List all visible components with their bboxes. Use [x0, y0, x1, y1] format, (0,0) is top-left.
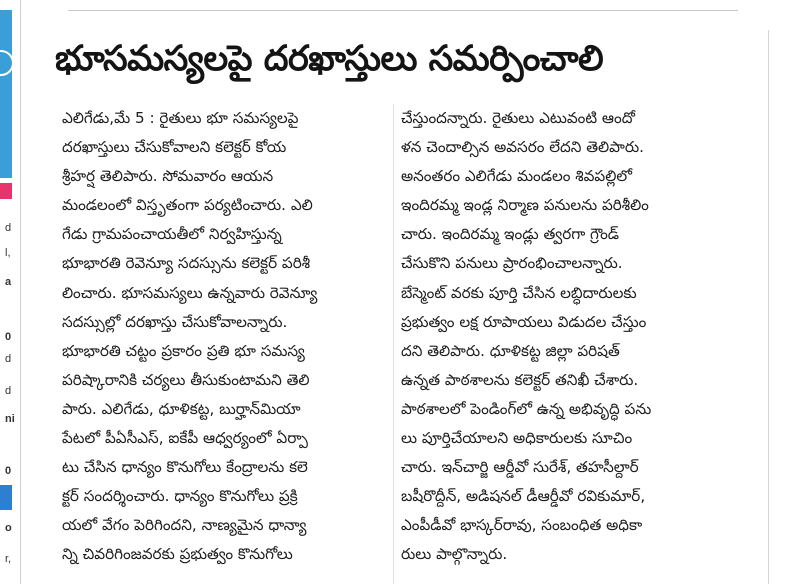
adjacent-text-fragment: d: [5, 385, 12, 397]
text-line: లు పూర్తిచేయాలని అధికారులకు సూచిం: [401, 429, 633, 448]
text-line: భూభారతి రెవెన్యూ సదస్సును కలెక్టర్ పరిశీ: [62, 254, 311, 273]
adjacent-text-fragment: 0: [5, 331, 12, 343]
text-line: ళన చెందాల్సిన అవసరం లేదని తెలిపారు.: [401, 138, 644, 157]
text-line: యలో వేగం పెరిగిందని, నాణ్యమైన ధాన్యా: [62, 516, 307, 535]
text-line: సదస్సుల్లో దరఖాస్తు చేసుకోవాలన్నారు.: [62, 312, 288, 331]
text-line: చారు. ఇందిరమ్మ ఇండ్లు త్వరగా గ్రౌండ్: [401, 225, 620, 244]
adjacent-text-fragment: r,: [5, 553, 12, 565]
adjacent-ad-blue-band: [0, 485, 12, 510]
text-line: పాఠశాలలో పెండింగ్‌లో ఉన్న అభివృద్ధి పను: [401, 399, 652, 418]
text-line: చారు. ఇన్‌చార్జి ఆర్డీవో సురేశ్, తహసీల్దార్: [401, 458, 639, 477]
adjacent-ad-blue-top: [0, 10, 12, 178]
text-line: దరఖాస్తులు చేసుకోవాలని కలెక్టర్ కోయ: [62, 138, 287, 157]
text-line: ఎంపీడీవో భాస్కర్‌రావు, సంబంధిత అధికా: [401, 516, 643, 535]
adjacent-text-fragment: d: [5, 353, 12, 365]
text-line: ఇందిరమ్మ ఇండ్ల నిర్మాణ పనులను పరిశీలిం: [401, 196, 649, 215]
text-line: పరిష్కారానికి చర్యలు తీసుకుంటామని తెలి: [62, 370, 310, 389]
text-line: పారు. ఎలిగేడు, ధూళికట్ట, బుర్హాన్‌మియా: [62, 399, 301, 418]
text-line: న్ని చివరిగింజవరకు ప్రభుత్వం కొనుగోలు: [62, 545, 293, 564]
adjacent-text-fragment: o: [5, 522, 12, 534]
text-line: చేస్తుందన్నారు. రైతులు ఎటువంటి ఆందో: [401, 109, 635, 127]
text-line: లించారు. భూసమస్యలు ఉన్నవారు రెవెన్యూ: [62, 283, 318, 302]
text-line: దని తెలిపారు. ధూళికట్ట జిల్లా పరిషత్: [401, 341, 620, 360]
text-line: మండలంలో విస్తృతంగా పర్యటించారు. ఎలి: [62, 196, 313, 215]
text-line: చేసుకొని పనులు ప్రారంభించాలన్నారు.: [401, 254, 623, 273]
text-line: గేడు గ్రామపంచాయతీలో నిర్వహిస్తున్న: [62, 225, 282, 244]
adjacent-text-fragment: d: [5, 222, 12, 234]
text-line: ప్రభుత్వం లక్ష రూపాయలు విడుదల చేస్తుం: [401, 312, 647, 331]
column-divider: [393, 104, 394, 584]
article-headline: భూసమస్యలపై దరఖాస్తులు సమర్పించాలి: [55, 39, 604, 79]
adjacent-column-edge: [0, 0, 21, 584]
adjacent-text-fragment: ni: [5, 413, 15, 425]
text-line: అనంతరం ఎలిగేడు మండలం శివపల్లిలో: [401, 167, 632, 186]
text-line: టు చేసిన ధాన్యం కొనుగోలు కేంద్రాలను కలె: [62, 458, 308, 477]
text-line: పేటలో పీఏసీఎస్, ఐకేపీ ఆధ్వర్యంలో ఏర్పా: [62, 429, 308, 448]
adjacent-text-fragment: a: [5, 276, 12, 288]
adjacent-text-fragment: 0: [5, 465, 12, 477]
text-line: బేస్మెంట్ వరకు పూర్తి చేసిన లబ్ధిదారులకు: [401, 283, 637, 302]
adjacent-ad-pink-band: [0, 183, 12, 199]
top-rule: [68, 10, 738, 11]
text-line: ఉన్నత పాఠశాలను కలెక్టర్ తనిఖీ చేశారు.: [401, 370, 639, 389]
right-column-rule: [768, 30, 769, 584]
article-column-left: [62, 104, 387, 570]
text-line: ఎలిగేడు,మే 5 : రైతులు భూ సమస్యలపై: [62, 109, 299, 127]
text-line: రులు పాల్గొన్నారు.: [401, 545, 508, 564]
text-line: భూభారతి చట్టం ప్రకారం ప్రతి భూ సమస్య: [62, 341, 305, 360]
text-line: క్టర్ సందర్శించారు. ధాన్యం కొనుగోలు ప్రక్రి: [62, 487, 298, 506]
adjacent-text-fragment: l,: [5, 247, 11, 259]
text-line: శ్రీహర్ష తెలిపారు. సోమవారం ఆయన: [62, 167, 274, 186]
adjacent-ad-circle-graphic: [0, 50, 14, 76]
article-column-right: [401, 104, 746, 570]
text-line: బషీరొద్దీన్, అడిషనల్ డీఆర్డీవో రవికుమార్,: [401, 487, 646, 506]
